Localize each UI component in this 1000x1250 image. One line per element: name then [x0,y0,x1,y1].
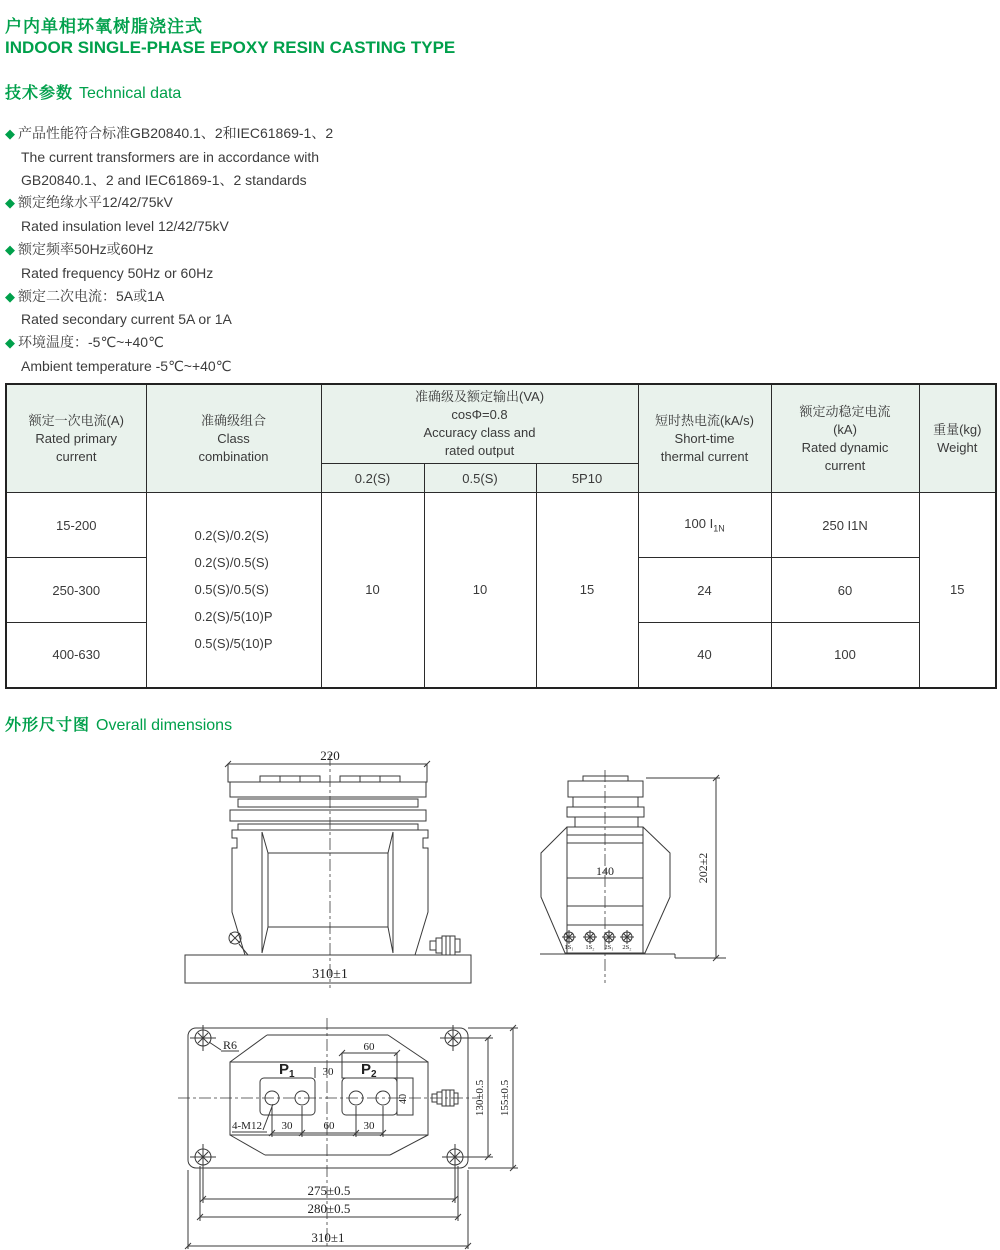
plan-dim-280: 280±0.5 [307,1201,351,1216]
combo-line: 0.2(S)/5(10)P [194,609,273,625]
diamond-bullet-icon: ◆ [5,288,15,304]
header-class-en1: Class [217,430,250,446]
side-dim-140: 140 [596,864,614,878]
cell-primary-1: 15-200 [6,493,146,558]
cell-short-2: 24 [638,558,771,623]
side-dim-202: 202±2 [696,852,710,884]
header-accuracy-zh: 准确级及额定输出(VA) [414,389,545,404]
terminal-label-1s2: 1S₂ [585,944,595,951]
plan-dim-275: 275±0.5 [307,1183,351,1198]
header-class-en2: combination [198,448,269,464]
plan-dim-155: 155±0.5 [499,1079,511,1117]
plan-dim-60-lug: 60 [363,1041,375,1053]
cell-short-1 [638,493,771,558]
header-primary-en1: Rated primary [35,430,118,446]
cell-dynamic-3: 100 [771,623,919,688]
header-accuracy-cos: cosΦ=0.8 [451,407,508,422]
section-dimensions-zh: 外形尺寸图 [5,717,91,734]
header-dynamic-en1: Rated dynamic [801,439,889,455]
short-current-value: 100 I [684,516,714,532]
feature-line-en: Rated secondary current 5A or 1A [21,311,232,328]
cell-va-02s: 10 [321,493,424,688]
feature-line [5,238,333,262]
plan-dim-130: 130±0.5 [474,1079,486,1117]
plan-dim-60-mid: 60 [323,1120,335,1132]
plan-dim-30-center: 30 [322,1066,334,1078]
terminal-label-2s1: 2S₁ [604,944,614,951]
feature-line-en: Rated frequency 50Hz or 60Hz [21,264,214,281]
header-sub-05s: 0.5(S) [424,464,536,493]
plan-view-outline [185,1025,518,1249]
feature-line-en: GB20840.1、2 and IEC61869-1、2 standards [21,171,307,188]
header-dynamic-en2: current [824,457,866,473]
header-short-time [638,384,771,493]
header-primary-en2: current [56,448,97,464]
header-accuracy-group [321,384,638,464]
header-dynamic-current [771,384,919,493]
section-technical-data [5,80,181,103]
plan-dim-30-left: 30 [281,1120,293,1132]
header-short-en1: Short-time [674,430,735,446]
header-short-zh: 短时热电流(kA/s) [655,412,754,428]
section-technical-zh: 技术参数 [5,85,74,102]
feature-zh: 额定二次电流：5A或1A [18,287,165,304]
page-title-en: INDOOR SINGLE-PHASE EPOXY RESIN CASTING TYPE [5,38,456,57]
header-primary-zh: 额定一次电流(A) [28,412,124,428]
header-dynamic-zh2: (kA) [833,421,857,437]
spec-table [5,383,997,689]
feature-line-en: Rated insulation level 12/42/75kV [21,218,229,235]
cell-class-combinations [146,493,321,688]
header-accuracy-en2: rated output [444,443,515,458]
section-overall-dimensions [5,712,232,735]
combo-line: 0.5(S)/0.5(S) [194,582,269,598]
cell-weight: 15 [919,493,996,688]
front-view-drawing [178,748,478,993]
cell-short-3: 40 [638,623,771,688]
cell-va-5p10: 15 [536,493,638,688]
p2-sub: 2 [371,1069,377,1080]
plan-dim-40: 40 [398,1094,409,1104]
cell-dynamic-2: 60 [771,558,919,623]
short-current-sub: 1N [713,523,725,534]
front-view-outline [185,761,471,983]
cell-dynamic-1: 250 I1N [771,493,919,558]
page-title-zh: 户内单相环氧树脂浇注式 [5,17,203,36]
feature-zh: 产品性能符合标准GB20840.1、2和IEC61869-1、2 [18,125,334,141]
header-accuracy-en1: Accuracy class and [423,425,536,440]
section-dimensions-en: Overall dimensions [96,717,233,734]
header-class-zh: 准确级组合 [200,412,266,428]
terminal-p1-label [279,1061,295,1080]
section-technical-en: Technical data [79,85,182,102]
header-weight-en: Weight [937,439,978,455]
front-dim-310: 310±1 [312,967,348,982]
header-weight-zh: 重量(kg) [933,421,982,437]
feature-zh: 额定绝缘水平12/42/75kV [18,194,173,211]
combo-line: 0.2(S)/0.2(S) [194,528,269,544]
diamond-bullet-icon: ◆ [5,335,15,351]
feature-line [5,285,333,309]
p1-sub: 1 [289,1069,295,1080]
p2-main: P [361,1061,372,1078]
cell-va-05s: 10 [424,493,536,688]
header-short-en2: thermal current [660,448,749,464]
feature-zh: 额定频率50Hz或60Hz [18,240,154,257]
plan-radius-label: R6 [222,1038,238,1052]
combo-line: 0.5(S)/5(10)P [194,636,273,652]
header-sub-5p10: 5P10 [536,464,638,493]
plan-dim-310: 310±1 [311,1230,345,1245]
terminal-p2-label [361,1061,377,1080]
side-view-drawing [530,748,730,993]
feature-line-en: Ambient temperature -5℃~+40℃ [21,357,232,374]
feature-zh: 环境温度：-5℃~+40℃ [18,334,164,351]
feature-list [5,122,333,378]
combo-line: 0.2(S)/0.5(S) [194,555,269,571]
feature-line [5,331,333,355]
header-class-combination [146,384,321,493]
header-sub-02s: 0.2(S) [321,464,424,493]
p1-main: P [279,1061,290,1078]
header-dynamic-zh: 额定动稳定电流 [799,403,891,419]
feature-line [5,191,333,215]
feature-line-en: The current transformers are in accordance with [21,148,320,165]
front-dim-220: 220 [320,748,340,763]
diamond-bullet-icon: ◆ [5,126,15,141]
plan-bolt-label: 4-M12 [232,1120,262,1132]
header-primary-current [6,384,146,493]
plan-dim-30-right: 30 [363,1120,375,1132]
plan-view-drawing [175,1015,530,1250]
cell-primary-3: 400-630 [6,623,146,688]
terminal-label-1s1: 1S₁ [564,944,574,951]
header-weight [919,384,996,493]
terminal-label-2s2: 2S₂ [622,944,632,951]
diamond-bullet-icon: ◆ [5,241,15,257]
cell-primary-2: 250-300 [6,558,146,623]
feature-line [5,122,333,146]
diamond-bullet-icon: ◆ [5,195,15,211]
table-row [6,493,996,558]
